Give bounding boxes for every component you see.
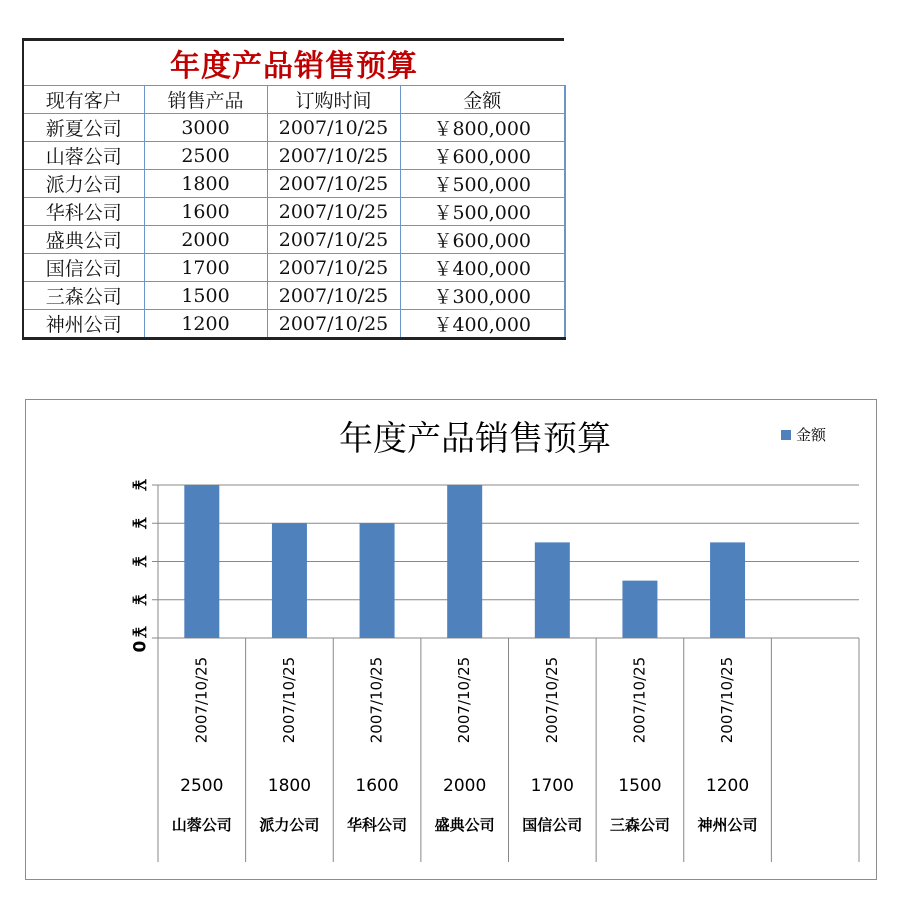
y-tick-label: ￥ xyxy=(128,553,148,570)
cell-product: 1700 xyxy=(144,254,267,282)
category-quantity-label: 2000 xyxy=(443,776,487,796)
bar xyxy=(622,581,657,638)
bar xyxy=(360,523,395,638)
category-date-label: 2007/10/25 xyxy=(279,656,298,744)
table-body xyxy=(23,86,565,339)
cell-date: 2007/10/25 xyxy=(267,254,400,282)
grid-layer xyxy=(152,485,859,862)
category-customer-label: 山蓉公司 xyxy=(171,816,232,834)
table-row xyxy=(23,282,565,310)
y-tick-label: ￥ xyxy=(128,514,148,532)
cell-date: 2007/10/25 xyxy=(267,310,400,339)
cell-product: 1800 xyxy=(144,170,267,198)
category-date-label: 2007/10/25 xyxy=(367,656,386,744)
cell-customer: 派力公司 xyxy=(23,170,144,198)
table-row xyxy=(23,170,565,198)
legend-label: 金额 xyxy=(796,426,827,444)
cell-customer: 华科公司 xyxy=(23,198,144,226)
bar xyxy=(272,523,307,638)
budget-table xyxy=(22,38,564,340)
category-date-label: 2007/10/25 xyxy=(542,656,561,744)
header-product: 销售产品 xyxy=(144,86,267,114)
cell-amount: ￥500,000 xyxy=(400,198,565,226)
cell-date: 2007/10/25 xyxy=(267,226,400,254)
cell-customer: 新夏公司 xyxy=(23,114,144,142)
cell-amount: ￥400,000 xyxy=(400,254,565,282)
cell-date: 2007/10/25 xyxy=(267,142,400,170)
category-date-label: 2007/10/25 xyxy=(455,656,474,744)
category-date-label: 2007/10/25 xyxy=(718,656,737,744)
budget-grid xyxy=(22,85,566,340)
table-row xyxy=(23,142,565,170)
category-quantity-label: 1500 xyxy=(618,776,662,796)
bar xyxy=(535,542,570,638)
cell-amount: ￥400,000 xyxy=(400,310,565,339)
chart-area xyxy=(25,399,877,880)
category-quantity-label: 1800 xyxy=(267,776,312,796)
cell-date: 2007/10/25 xyxy=(267,198,400,226)
header-customer: 现有客户 xyxy=(23,86,144,114)
cell-amount: ￥600,000 xyxy=(400,142,565,170)
category-quantity-label: 2500 xyxy=(180,776,224,796)
cell-product: 1500 xyxy=(144,282,267,310)
y-tick-label: ￥ xyxy=(128,476,148,494)
bar xyxy=(447,485,482,638)
table-title-row xyxy=(22,38,564,85)
cell-amount: ￥300,000 xyxy=(400,282,565,310)
chart-title: 年度产品销售预算 xyxy=(339,419,611,459)
header-amount: 金额 xyxy=(400,86,565,114)
y-tick-label: ￥0 xyxy=(128,623,148,653)
category-customer-label: 华科公司 xyxy=(347,816,408,834)
table-row xyxy=(23,198,565,226)
cell-amount: ￥600,000 xyxy=(400,226,565,254)
cell-customer: 国信公司 xyxy=(23,254,144,282)
table-row xyxy=(23,310,565,339)
category-date-label: 2007/10/25 xyxy=(192,656,211,744)
category-customer-label: 盛典公司 xyxy=(434,816,495,834)
cell-product: 2000 xyxy=(144,226,267,254)
bar xyxy=(710,542,745,638)
y-tick-label: ￥ xyxy=(128,591,148,609)
category-quantity-label: 1200 xyxy=(705,776,750,796)
category-customer-label: 神州公司 xyxy=(697,816,758,834)
cell-product: 2500 xyxy=(144,142,267,170)
category-customer-label: 派力公司 xyxy=(259,816,320,834)
cell-product: 1200 xyxy=(144,310,267,339)
table-row xyxy=(23,226,565,254)
bar xyxy=(184,485,219,638)
category-date-label: 2007/10/25 xyxy=(630,656,649,744)
cell-date: 2007/10/25 xyxy=(267,114,400,142)
cell-customer: 山蓉公司 xyxy=(23,142,144,170)
header-date: 订购时间 xyxy=(267,86,400,114)
cell-amount: ￥800,000 xyxy=(400,114,565,142)
category-axis xyxy=(172,657,758,834)
table-title: 年度产品销售预算 xyxy=(170,49,418,84)
bar-chart xyxy=(26,400,876,879)
cell-customer: 神州公司 xyxy=(23,310,144,339)
cell-date: 2007/10/25 xyxy=(267,282,400,310)
table-row xyxy=(23,114,565,142)
y-axis-ticks xyxy=(128,477,148,653)
cell-product: 3000 xyxy=(144,114,267,142)
category-quantity-label: 1600 xyxy=(355,776,399,796)
cell-customer: 盛典公司 xyxy=(23,226,144,254)
table-header-row xyxy=(23,86,565,114)
category-quantity-label: 1700 xyxy=(530,776,574,796)
cell-amount: ￥500,000 xyxy=(400,170,565,198)
legend-swatch xyxy=(781,430,791,440)
table-row xyxy=(23,254,565,282)
cell-product: 1600 xyxy=(144,198,267,226)
category-customer-label: 三森公司 xyxy=(609,816,670,834)
cell-customer: 三森公司 xyxy=(23,282,144,310)
cell-date: 2007/10/25 xyxy=(267,170,400,198)
category-customer-label: 国信公司 xyxy=(522,816,583,834)
